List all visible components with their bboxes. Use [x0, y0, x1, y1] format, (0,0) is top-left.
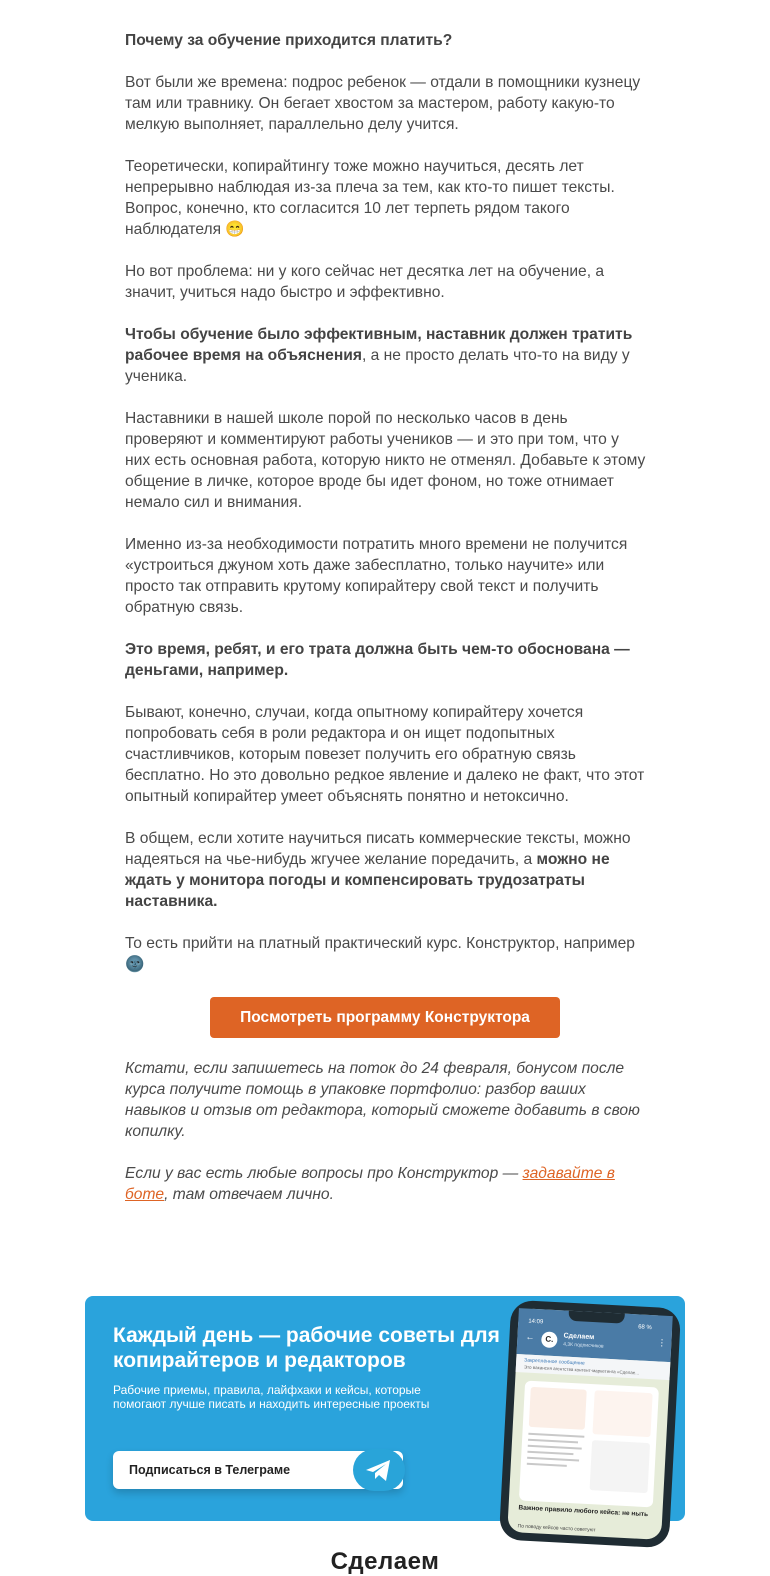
phone-screen [507, 1308, 673, 1540]
article-heading: Почему за обучение приходится платить? [125, 32, 453, 49]
paragraph-9 [125, 828, 647, 912]
phone-text-line [528, 1439, 578, 1444]
phone-text-line [528, 1433, 584, 1438]
phone-message-image [519, 1381, 659, 1508]
paragraph-9-bold: можно не ждать у монитора погоды и компенсировать трудозатраты наставника. [125, 851, 610, 910]
bot-link[interactable]: задавайте в боте [125, 1165, 615, 1203]
paragraph-3: Но вот проблема: ни у кого сейчас нет десятка лет на обучение, а значит, учиться надо быстро и эффективно. [125, 263, 605, 301]
paragraph-9-start: В общем, если хотите научиться писать коммерческие тексты, можно надеяться на чье-нибудь жгучее желание поредачить, а [125, 830, 631, 868]
subscribe-telegram-label: Подписаться в Телеграме [129, 1463, 291, 1477]
paragraph-8: Бывают, конечно, случаи, когда опытному копирайтеру хочется попробовать себя в роли редактора и он ищет подопытных счастливчиков, которым повезет получить его обратную связь бесплатно. Но это довольно редкое явление и далеко не факт, что этот опытный копирайтер умеет объяснять понятно и нетоксично. [125, 704, 645, 805]
phone-pinned-text: Это вакансия агентства контент-маркетинга «Сделае... [523, 1364, 640, 1376]
questions-note [125, 1163, 647, 1205]
cta-container [210, 997, 560, 1038]
notes-block [125, 1058, 647, 1226]
phone-card [592, 1390, 652, 1437]
paragraph-2: Теоретически, копирайтингу тоже можно научиться, десять лет непрерывно наблюдая из-за плеча за тем, как кто-то пишет тексты. Вопрос, конечно, кто согласится 10 лет терпеть рядом такого наблюдателя 😁 [125, 158, 615, 238]
phone-battery: 68 % [637, 1324, 652, 1332]
paragraph-4 [125, 324, 647, 387]
footer-logo: Сделаем [330, 1548, 440, 1575]
questions-note-end: , там отвечаем лично. [164, 1186, 334, 1203]
channel-avatar: С. [541, 1331, 558, 1348]
menu-dots-icon: ⋮ [657, 1337, 667, 1348]
phone-subscribers: 4,3К подписчиков [562, 1341, 604, 1350]
bonus-note: Кстати, если запишетесь на поток до 24 февраля, бонусом после курса получите помощь в упаковке портфолио: разбор ваших навыков и отзыв от редактора, который сможете добавить в свою копилку. [125, 1060, 640, 1140]
paragraph-5: Наставники в нашей школе порой по несколько часов в день проверяют и комментируют работы учеников — и это при том, что у них есть основная работа, которую никто не отменял. Добавьте к этому общение в личке, которое вроде бы идет фоном, но тоже отнимает немало сил и внимания. [125, 410, 646, 511]
subscribe-telegram-button[interactable] [113, 1451, 403, 1489]
banner-subtitle: Рабочие приемы, правила, лайфхаки и кейсы, которые помогают лучше писать и находить интересные проекты [113, 1383, 430, 1411]
phone-card [590, 1440, 651, 1493]
phone-card [529, 1387, 587, 1430]
paragraph-4-rest: , а не просто делать что-то на виду у ученика. [125, 347, 630, 385]
paragraph-4-bold: Чтобы обучение было эффективным, наставник должен тратить рабочее время на объяснения [125, 326, 633, 364]
phone-channel-name: Сделаем [563, 1332, 595, 1342]
phone-text-line [527, 1463, 567, 1467]
back-arrow-icon: ← [525, 1331, 535, 1342]
phone-text-line [528, 1445, 582, 1450]
telegram-banner[interactable] [85, 1296, 685, 1534]
paragraph-7 [125, 639, 647, 681]
telegram-icon [353, 1449, 405, 1491]
view-program-button[interactable]: Посмотреть программу Конструктора [210, 997, 560, 1038]
phone-mockup [499, 1300, 681, 1549]
paragraph-7-bold: Это время, ребят, и его трата должна быть чем-то обоснована — деньгами, например. [125, 641, 630, 679]
phone-pinned-title: Закреплённое сообщение [524, 1357, 585, 1367]
phone-time: 14:09 [528, 1318, 544, 1326]
paragraph-10: То есть прийти на платный практический курс. Конструктор, например 🌚 [125, 935, 635, 973]
paragraph-6: Именно из-за необходимости потратить много времени не получится «устроиться джуном хоть даже забесплатно, только научите» или просто так отправить крутому копирайтеру свой текст и получить обратную связь. [125, 536, 628, 616]
phone-text-line [527, 1457, 579, 1462]
phone-post-text: По поводу кейсов часто советуют [517, 1523, 596, 1534]
paragraph-1: Вот были же времена: подрос ребенок — отдали в помощники кузнецу там или травнику. Он бегает хвостом за мастером, работу какую-то мелкую выполняет, параллельно делу учится. [125, 74, 641, 133]
banner-title: Каждый день — рабочие советы для копирайтеров и редакторов [113, 1324, 500, 1372]
article-body [125, 30, 647, 996]
phone-text-line [527, 1451, 573, 1455]
questions-note-start: Если у вас есть любые вопросы про Конструктор — [125, 1165, 523, 1182]
phone-post-title: Важное правило любого кейса: не ныть [518, 1504, 649, 1519]
